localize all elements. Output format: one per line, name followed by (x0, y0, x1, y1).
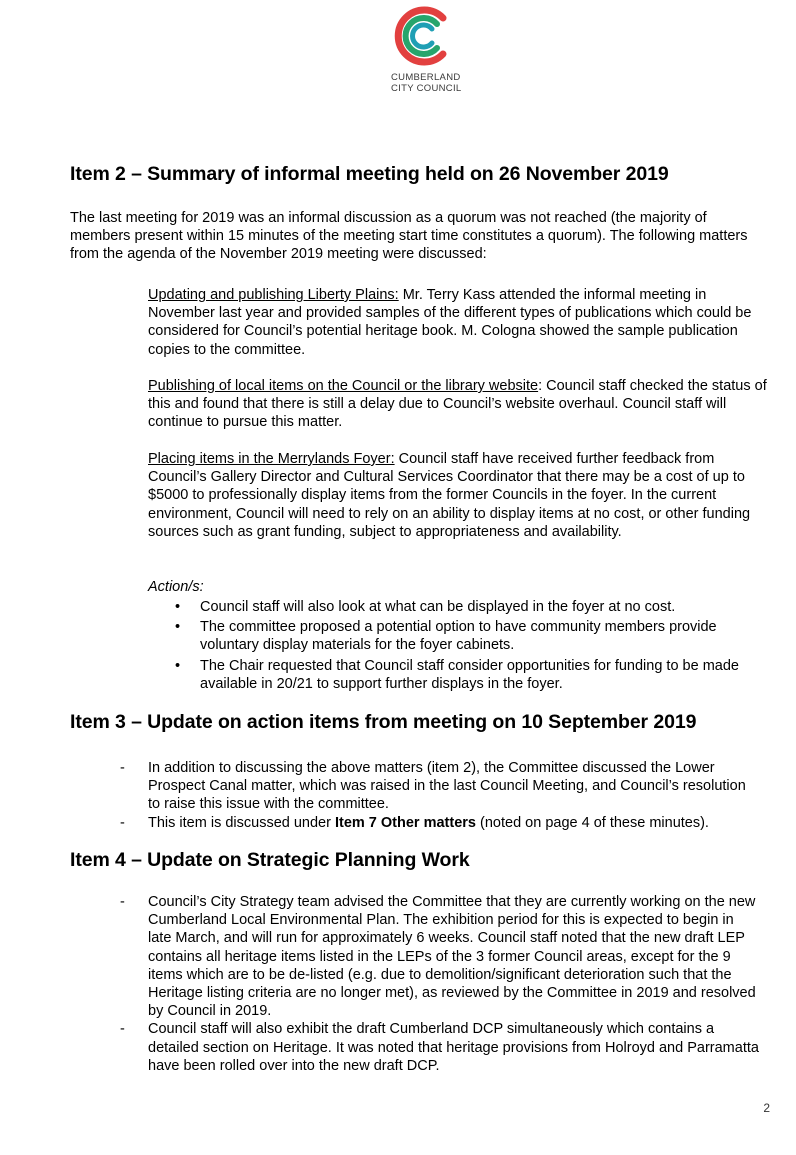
website-title: Publishing of local items on the Council or the library website (148, 378, 539, 394)
website-text: : Council staff checked the status of this and found that there is still a delay due to Council’s website overhaul. Council staff will continue to pursue this matter. (148, 378, 767, 431)
item3-point2-bold: Item 7 Other matters (334, 814, 476, 831)
item4-list (120, 893, 760, 1075)
item2-foyer-paragraph (148, 450, 773, 541)
item3-list (120, 759, 760, 832)
item2-intro: The last meeting for 2019 was an informal discussion as a quorum was not reached (the majority of members present within 15 minutes of the meeting start time constitutes a quorum). The following matters from the agenda of the November 2019 meeting were discussed: (70, 210, 748, 263)
item2-website-paragraph (148, 377, 773, 432)
actions-label: Action/s: (148, 579, 204, 595)
action-item: • The committee proposed a potential option to have community members provide voluntary display materials for the foyer cabinets. (173, 618, 763, 654)
logo-line-1: CUMBERLAND (391, 72, 461, 83)
council-logo-icon (385, 2, 465, 72)
item3-point2-post: (noted on page 4 of these minutes). (476, 814, 709, 831)
council-logo (385, 2, 465, 100)
liberty-title: Updating and publishing Liberty Plains: (148, 287, 399, 303)
item4-point: - Council staff will also exhibit the draft Cumberland DCP simultaneously which contains a detailed section on Heritage. It was noted that heritage provisions from Holroyd and Parramatta have been rolled over into the new draft DCP. (120, 1020, 760, 1075)
liberty-text: Mr. Terry Kass attended the informal meeting in November last year and provided samples of the different types of publications which could be considered for Council’s potential heritage book. M. Cologna showed the sample publication copies to the committee. (148, 287, 752, 358)
item2-heading: Item 2 – Summary of informal meeting held on 26 November 2019 (70, 163, 669, 185)
item4-heading: Item 4 – Update on Strategic Planning Work (70, 849, 470, 871)
action-item: • The Chair requested that Council staff consider opportunities for funding to be made available in 20/21 to support further displays in the foyer. (173, 657, 763, 693)
action-item: • Council staff will also look at what can be displayed in the foyer at no cost. (173, 598, 763, 616)
item3-heading: Item 3 – Update on action items from meeting on 10 September 2019 (70, 711, 697, 733)
item2-liberty-paragraph (148, 286, 773, 359)
item4-point: - Council’s City Strategy team advised the Committee that they are currently working on the new Cumberland Local Environmental Plan. The exhibition period for this is expected to begin in late March, and will run for approximately 6 weeks. Council staff noted that the new draft LEP contains all heritage items listed in the LEPs of the 3 former Council areas, except for the 9 items which are to be de-listed (e.g. due to demolition/significant deterioration such that the Heritage listing criteria are no longer met), as reviewed by the Committee in 2019 and resolved by Council in 2019. (120, 893, 760, 1020)
page-number: 2 (763, 1101, 770, 1115)
actions-list (173, 598, 763, 695)
item3-point (120, 814, 760, 832)
item3-point: - In addition to discussing the above matters (item 2), the Committee discussed the Lower Prospect Canal matter, which was raised in the last Council Meeting, and Council’s resolution to raise this issue with the committee. (120, 759, 760, 814)
logo-wordmark (391, 72, 461, 94)
foyer-title: Placing items in the Merrylands Foyer: (148, 451, 395, 467)
foyer-text: Council staff have received further feedback from Council’s Gallery Director and Cultural Services Coordinator that there may be a cost of up to $5000 to professionally display items from the former Councils in the foyer. In the current environment, Council will need to rely on an ability to display items at no cost, or other funding sources such as grant funding, subject to appropriateness and availability. (148, 451, 751, 540)
item3-point2-pre: This item is discussed under (148, 814, 335, 831)
logo-line-2: CITY COUNCIL (391, 83, 462, 94)
